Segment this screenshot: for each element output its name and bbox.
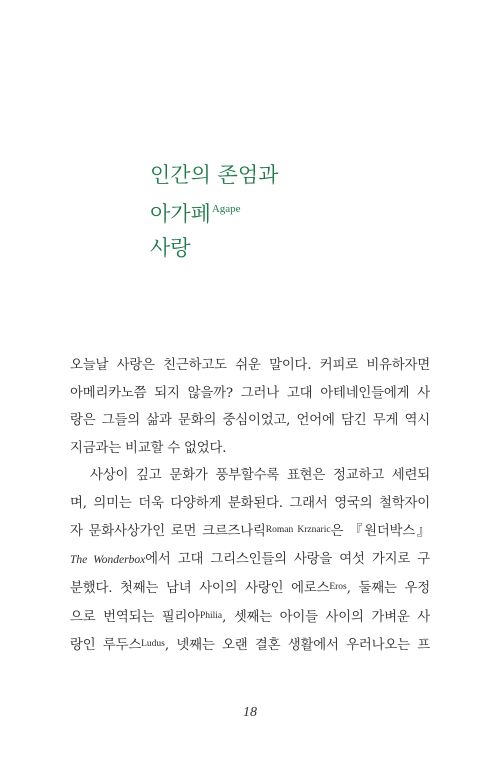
paragraph-1 (70, 352, 430, 462)
gloss-ludus: Ludus (141, 639, 165, 649)
body-text (70, 352, 430, 660)
text-run: 으로 번역되는 필리아 (70, 609, 200, 625)
text-line: 지금과는 비교할 수 없었다. (70, 440, 227, 456)
text-run: , 넷째는 오랜 결혼 생활에서 우러나오는 프 (164, 638, 430, 653)
text-line: 랑은 그들의 삶과 문화의 중심이었고, 언어에 담긴 무게 역시 (70, 413, 430, 428)
text-run: , 셋째는 아이들 사이의 가벼운 사 (222, 609, 430, 625)
text-run: 자 문화사상가인 로먼 크르즈나릭 (70, 524, 266, 539)
chapter-title-agape: 아가페 (150, 202, 211, 226)
chapter-title-line-2 (150, 192, 278, 231)
text-line (70, 546, 430, 575)
text-line (70, 631, 430, 660)
chapter-title-line-1: 인간의 존엄과 (150, 163, 279, 187)
text-run: 은 『원더박스』 (330, 524, 430, 539)
chapter-title (150, 158, 278, 265)
text-run: 분했다. 첫째는 남녀 사이의 사랑인 에로스 (70, 581, 330, 596)
gloss-philia: Philia (199, 610, 223, 621)
text-run: , 둘째는 우정 (346, 581, 430, 596)
chapter-title-line-3: 사랑 (150, 236, 191, 260)
text-run: 랑인 루두스 (70, 638, 142, 653)
text-line: 사상이 깊고 문화가 풍부할수록 표현은 정교하고 세련되 (90, 468, 430, 483)
text-line: 아메리카노쯤 되지 않을까? 그러나 고대 아테네인들에게 사 (70, 385, 430, 401)
text-line (70, 574, 430, 603)
page-number: 18 (243, 705, 257, 720)
text-line (70, 517, 430, 546)
gloss-eros: Eros (329, 582, 347, 592)
gloss-roman-krznaric: Roman Krznaric (265, 525, 331, 535)
paragraph-2 (70, 462, 430, 660)
text-line: 며, 의미는 더욱 다양하게 분화된다. 그래서 영국의 철학자이 (70, 495, 430, 511)
text-run: 에서 고대 그리스인들의 사랑을 여섯 가지로 구 (145, 551, 430, 567)
book-title-wonderbox: The Wonderbox (70, 553, 146, 566)
text-line (70, 603, 430, 632)
chapter-title-agape-gloss: Agape (211, 203, 241, 215)
text-line: 오늘날 사랑은 친근하고도 쉬운 말이다. 커피로 비유하자면 (70, 358, 430, 373)
